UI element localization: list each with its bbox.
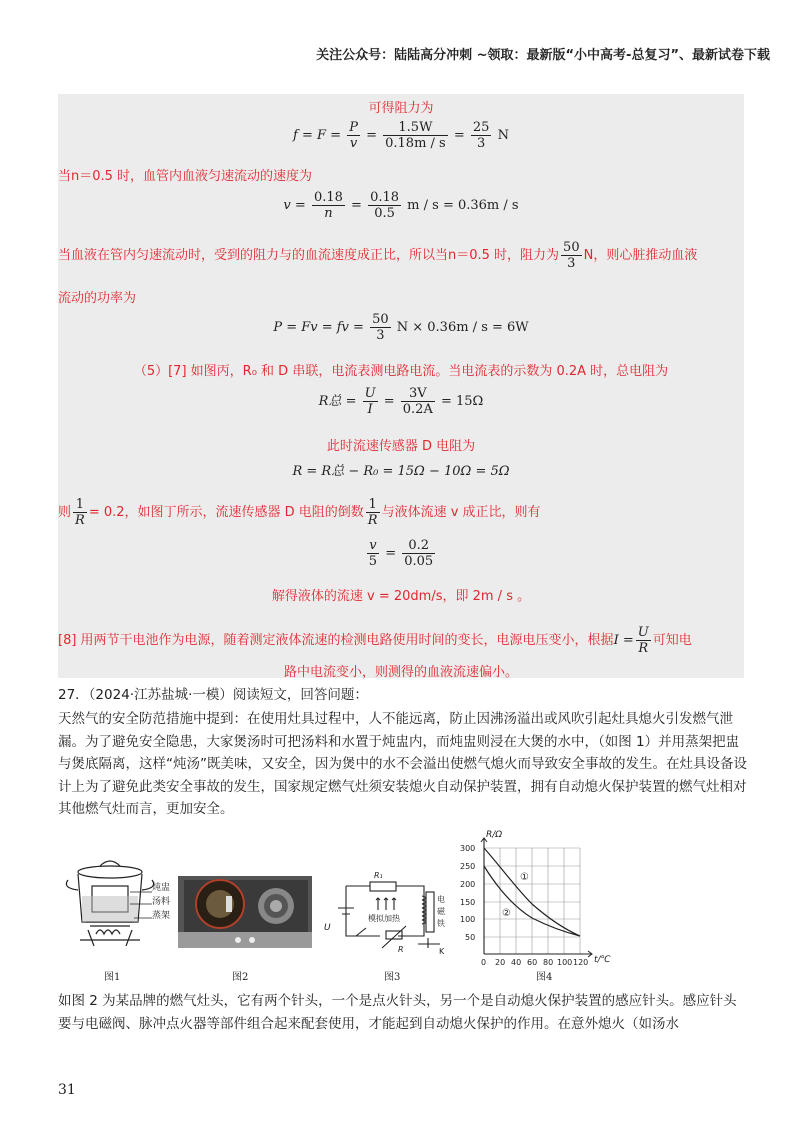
fig4-xtick-120: 120	[573, 958, 589, 967]
answer-line-9: [8] 用两节干电池作为电源，随着测定液体流速的检测电路使用时间的变长，电源电压变小，根据I = $\frac{U}{R}$ 可知电	[58, 625, 692, 656]
fig3-label-dian: 电	[437, 895, 445, 904]
fig4-ytick-250: 250	[460, 862, 476, 871]
fig4-xtick-40: 40	[511, 958, 522, 967]
answer-line-2: 当n＝0.5 时，血管内血液匀速流动的速度为	[58, 169, 313, 184]
answer-line-6: 此时流速传感器 D 电阻为	[326, 439, 476, 454]
formula-power: P = Fv = fv = $\frac{50}{3}$ N × 0.36m / s = 6W	[273, 312, 529, 343]
figure-3-caption: 图3	[384, 972, 401, 983]
formula-ratio: $\frac{v}{5}$ = $\frac{0.2}{0.05}$	[368, 538, 434, 569]
question-paragraph-2: 如图 2 为某品牌的燃气灶头，它有两个针头，一个是点火针头，另一个是自动熄火保护装置的感应针头。感应针头要与电磁阀、脉冲点火器等部件组合起来配套使用，才能起到自动熄火保护的作用。在意外熄火（如汤水	[58, 993, 737, 1032]
answer-line-1: 可得阻力为	[368, 101, 434, 116]
fig3-label-ci: 磁	[437, 907, 445, 916]
question-paragraph-1: 天然气的安全防范措施中提到：在使用灶具过程中，人不能远离，防止因沸汤溢出或风吹引起灶具熄火引发燃气泄漏。为了避免安全隐患，大家煲汤时可把汤料和水置于炖盅内，而炖盅则浸在大煲的水中，（如图 1）并用蒸架把盅与煲底隔离，这样“炖汤”既美味，又安全，因为煲中的水不会溢出使燃气熄火而导致安全事故的发生。在灶具设备设计上为了避免此类安全事故的发生，国家规定燃气灶须安装熄火自动保护装置，拥有自动熄火保护装置的燃气灶相对其他燃气灶而言，更加安全。	[58, 711, 747, 817]
page-number: 31	[58, 1082, 76, 1098]
formula-total-resistance: R总 = $\frac{U}{I}$ = $\frac{3V}{0.2A}$ = 15Ω	[318, 386, 484, 417]
fig1-label-tangliao: 汤料	[152, 897, 171, 907]
answer-line-3: 当血液在管内匀速流动时，受到的阻力与的血流速度成正比，所以当n＝0.5 时，阻力为 $\frac{50}{3}$ N，则心脏推动血液	[58, 240, 698, 271]
fig3-label-r1: R₁	[374, 871, 383, 880]
fig4-xtick-20: 20	[495, 958, 506, 967]
fig4-xtick-80: 80	[543, 958, 554, 967]
fig4-ytick-50: 50	[465, 933, 476, 942]
fig4-ytick-100: 100	[460, 915, 476, 924]
fig3-label-r: R	[398, 945, 404, 954]
figure-2-stove-photo	[178, 876, 312, 948]
fig4-curve-2-label: ②	[502, 908, 511, 919]
answer-line-7: 则 $\frac{1}{R}$ = 0.2，如图丁所示，流速传感器 D 电阻的倒数 $\frac{1}{R}$ 与液体流速 v 成正比，则有	[58, 497, 541, 528]
answer-line-10: 路中电流变小，则测得的血液流速偏小。	[283, 665, 518, 680]
answer-line-5: （5）[7] 如图丙，R₀ 和 D 串联，电流表测电路电流。当电流表的示数为 0.2A 时，总电阻为	[133, 364, 669, 379]
figure-1-pot	[60, 852, 190, 962]
fig3-label-heating: 模拟加热	[368, 914, 400, 923]
fig3-label-u: U	[324, 923, 331, 933]
figure-2-caption: 图2	[232, 972, 249, 983]
figure-4-caption: 图4	[536, 972, 553, 983]
fig1-label-dunzhong: 炖盅	[152, 883, 171, 893]
fig4-xtick-0: 0	[481, 958, 487, 967]
fig4-ylabel: R/Ω	[486, 830, 503, 840]
formula-resistance: f = F = $\frac{P}{v}$ = $\frac{1.5W}{0.18m / s}$ = $\frac{25}{3}$ N	[293, 120, 509, 151]
question-title: 27．（2024·江苏盐城·一模）阅读短文，回答问题：	[58, 687, 368, 703]
page-header: 关注公众号：陆陆高分冲刺 ~领取：最新版“小中高考-总复习”、最新试卷下载	[316, 48, 770, 63]
answer-line-8: 解得液体的流速 v = 20dm/s，即 2m / s 。	[271, 589, 531, 604]
fig1-label-zhengjia: 蒸架	[152, 911, 171, 921]
answer-line-4: 流动的功率为	[58, 291, 137, 306]
fig4-xtick-60: 60	[527, 958, 538, 967]
fig4-xtick-100: 100	[557, 958, 573, 967]
fig4-ytick-150: 150	[460, 898, 476, 907]
fig4-curve-1-label: ①	[520, 872, 529, 883]
fig3-label-k: K	[439, 947, 445, 956]
figure-4-graph	[456, 826, 626, 968]
fig4-ytick-300: 300	[460, 844, 476, 853]
figure-3-circuit	[322, 856, 450, 961]
figure-1-caption: 图1	[104, 972, 121, 983]
fig4-xlabel: t/℃	[594, 955, 611, 965]
formula-sensor-resistance: R = R总 − R₀ = 15Ω − 10Ω = 5Ω	[292, 464, 510, 479]
fig4-ytick-200: 200	[460, 880, 476, 889]
fig3-label-tie: 铁	[437, 919, 445, 928]
formula-velocity: v = $\frac{0.18}{n}$ = $\frac{0.18}{0.5}$ m / s = 0.36m / s	[283, 190, 519, 221]
